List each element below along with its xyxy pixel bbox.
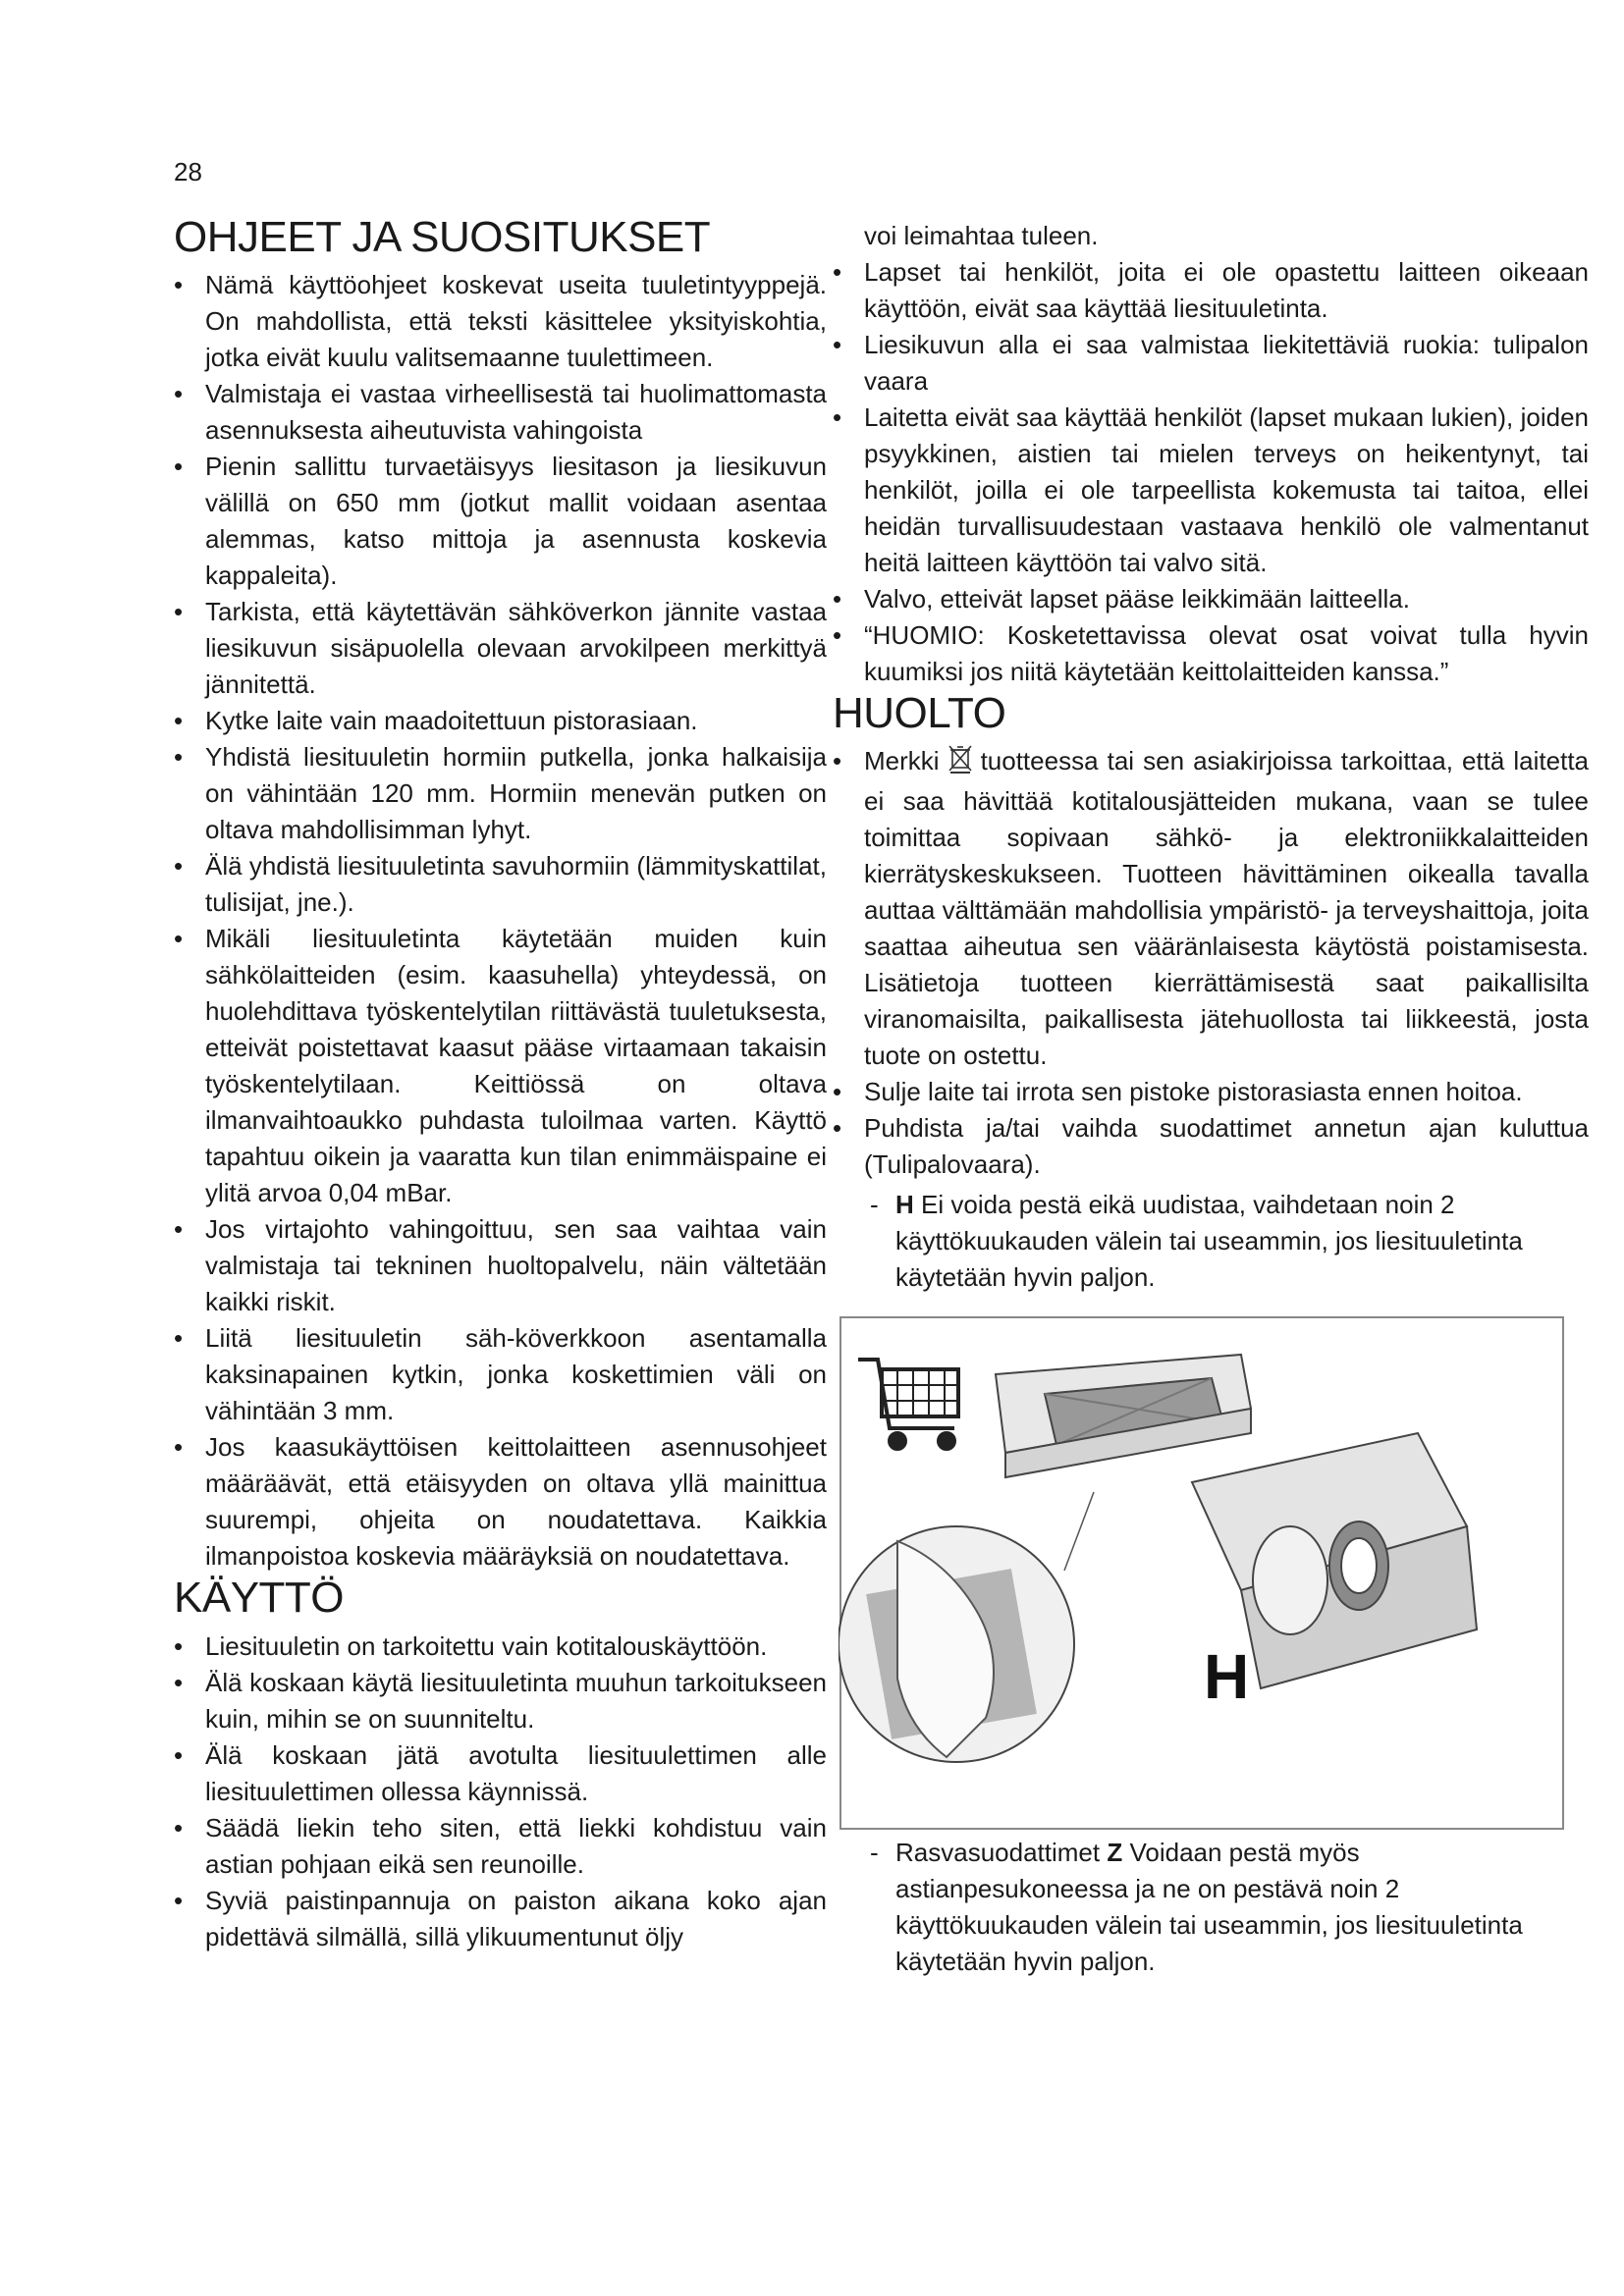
list-item: • Valmistaja ei vastaa virheellisestä tai huolimattomasta asennuksesta aiheutuvista vahingoista	[174, 376, 827, 449]
list-item: • Yhdistä liesituuletin hormiin putkella, jonka halkaisija on vähintään 120 mm. Hormiin menevän putken on oltava mahdollisimman lyhyt.	[174, 739, 827, 848]
list-item: • Pienin sallittu turvaetäisyys liesitason ja liesikuvun välillä on 650 mm (jotkut mallit voidaan asentaa alemmas, katso mittoja ja asennusta koskevia kappaleita).	[174, 449, 827, 594]
list-item: • Laitetta eivät saa käyttää henkilöt (lapset mukaan lukien), joiden psyykkinen, aistien tai mielen terveys on heikentynyt, tai henkilöt, joilla ei ole tarpeellista kokemusta tai taitoa, ellei heidän turvallisuudestaan vastaava henkilö ole valmentanut heitä laitteen käyttöön tai valvo sitä.	[833, 400, 1589, 581]
section-title-huolto: HUOLTO	[833, 689, 1006, 737]
list-item: • Älä yhdistä liesituuletinta savuhormiin (lämmityskattilat, tulisijat, jne.).	[174, 848, 827, 921]
list-item: • Jos virtajohto vahingoittuu, sen saa vaihtaa vain valmistaja tai tekninen huoltopalvelu, näin vältetään kaikki riskit.	[174, 1211, 827, 1320]
ohjeet-list	[174, 267, 827, 1575]
list-item: • Kytke laite vain maadoitettuun pistorasiaan.	[174, 703, 827, 739]
list-item: • Sulje laite tai irrota sen pistoke pistorasiasta ennen hoitoa.	[833, 1074, 1589, 1110]
merkki-text: tuotteessa tai sen asiakirjoissa tarkoittaa, että laitetta ei saa hävittää kotitalousjätteiden mukana, vaan se tulee toimittaa sopivaan sähkö- ja elektroniikkalaitteiden kierrätyskeskukseen. Tuotteen hävittäminen oikealla tavalla auttaa välttämään mahdollisia ympäristö- ja terveyshaittoja, joita saattaa aiheutua sen vääränlaisesta käytöstä poistamisesta. Lisätietoja tuotteen kierrättämisestä saat paikallisilta viranomaisilta, paikallisesta jätehuollosta tai liikkeestä, josta tuote on ostettu.	[864, 746, 1589, 1070]
list-item: • Nämä käyttöohjeet koskevat useita tuuletintyyppejä. On mahdollista, että teksti käsittelee yksityiskohtia, jotka eivät kuulu valitsemaanne tuulettimeen.	[174, 267, 827, 376]
filter-z-label: Rasvasuodattimet	[895, 1837, 1101, 1867]
list-item-merkki	[833, 743, 1589, 1073]
page-number: 28	[174, 157, 202, 187]
list-item: • “HUOMIO: Kosketettavissa olevat osat voivat tulla hyvin kuumiksi jos niitä käytetään keittolaitteiden kanssa.”	[833, 617, 1589, 690]
list-item: • Syviä paistinpannuja on paiston aikana koko ajan pidettävä silmällä, sillä ylikuumentunut öljy	[174, 1883, 827, 1955]
crossed-bin-icon	[947, 744, 973, 783]
filter-z-note: - Rasvasuodattimet Z Voidaan pestä myös astianpesukoneessa ja ne on pestävä noin 2 käyttökuukauden välein tai useammin, jos liesituuletinta käytetään hyvin paljon.	[870, 1837, 1523, 1976]
filter-h-note: - H Ei voida pestä eikä uudistaa, vaihdetaan noin 2 käyttökuukauden välein tai useammin, jos liesituuletinta käytetään hyvin paljon.	[870, 1189, 1523, 1292]
kaytto-list	[174, 1629, 827, 1955]
filter-z-text: Voidaan pestä myös astianpesukoneessa ja ne on pestävä noin 2 käyttökuukauden välein tai useammin, jos liesituuletinta käytetään hyvin paljon.	[895, 1837, 1523, 1976]
list-item: • Liitä liesituuletin säh-köverkkoon asentamalla kaksinapainen kytkin, jonka koskettimien väli on vähintään 3 mm.	[174, 1320, 827, 1429]
list-item: • Liesikuvun alla ei saa valmistaa liekitettäviä ruokia: tulipalon vaara	[833, 327, 1589, 400]
list-item: • Tarkista, että käytettävän sähköverkon jännite vastaa liesikuvun sisäpuolella olevaan arvokilpeen merkittyä jännitettä.	[174, 594, 827, 703]
list-item: • Älä koskaan jätä avotulta liesituulettimen alle liesituulettimen ollessa käynnissä.	[174, 1737, 827, 1810]
list-item: • Valvo, etteivät lapset pääse leikkimään laitteella.	[833, 581, 1589, 617]
filter-h-letter: H	[895, 1189, 914, 1219]
merkki-label: Merkki	[864, 746, 940, 776]
continuation-text: voi leimahtaa tuleen.	[864, 221, 1099, 250]
list-item: • Liesituuletin on tarkoitettu vain kotitalouskäyttöön.	[174, 1629, 827, 1665]
list-item: • Mikäli liesituuletinta käytetään muiden kuin sähkölaitteiden (esim. kaasuhella) yhteydessä, on huolehdittava työskentelytilan riittävästä tuuletuksesta, etteivät poistettavat kaasut pääse virtaamaan takaisin työskentelytilaan. Keittiössä on oltava ilmanvaihtoaukko puhdasta tuloilmaa varten. Käyttö tapahtuu oikein ja vaaratta kun tilan enimmäispaine ei ylitä arvoa 0,04 mBar.	[174, 921, 827, 1211]
list-item: • Säädä liekin teho siten, että liekki kohdistuu vain astian pohjaan eikä sen reunoille.	[174, 1810, 827, 1883]
figure-label-h: H	[1204, 1640, 1250, 1712]
list-item: • Jos kaasukäyttöisen keittolaitteen asennusohjeet määräävät, että etäisyyden on oltava yllä mainittua suurempi, ohjeita on noudatettava. Kaikkia ilmanpoistoa koskevia määräyksiä on noudatettava.	[174, 1429, 827, 1575]
list-item: • Lapset tai henkilöt, joita ei ole opastettu laitteen oikeaan käyttöön, eivät saa käyttää liesituuletinta.	[833, 254, 1589, 327]
filter-illustration	[839, 1315, 1565, 1831]
filter-h-text: Ei voida pestä eikä uudistaa, vaihdetaan noin 2 käyttökuukauden välein tai useammin, jos liesituuletinta käytetään hyvin paljon.	[895, 1189, 1523, 1292]
list-item: • Puhdista ja/tai vaihda suodattimet annetun ajan kuluttua (Tulipalovaara).	[833, 1110, 1589, 1183]
filter-z-letter: Z	[1107, 1837, 1123, 1867]
section-title-kaytto: KÄYTTÖ	[174, 1574, 345, 1623]
huolto-list	[833, 743, 1589, 1182]
right-column	[833, 218, 1589, 1980]
section-title-ohjeet: OHJEET JA SUOSITUKSET	[174, 213, 711, 261]
list-item: • Älä koskaan käytä liesituuletinta muuhun tarkoitukseen kuin, mihin se on suunniteltu.	[174, 1665, 827, 1737]
left-column	[174, 214, 827, 1955]
safety-list	[833, 254, 1589, 690]
